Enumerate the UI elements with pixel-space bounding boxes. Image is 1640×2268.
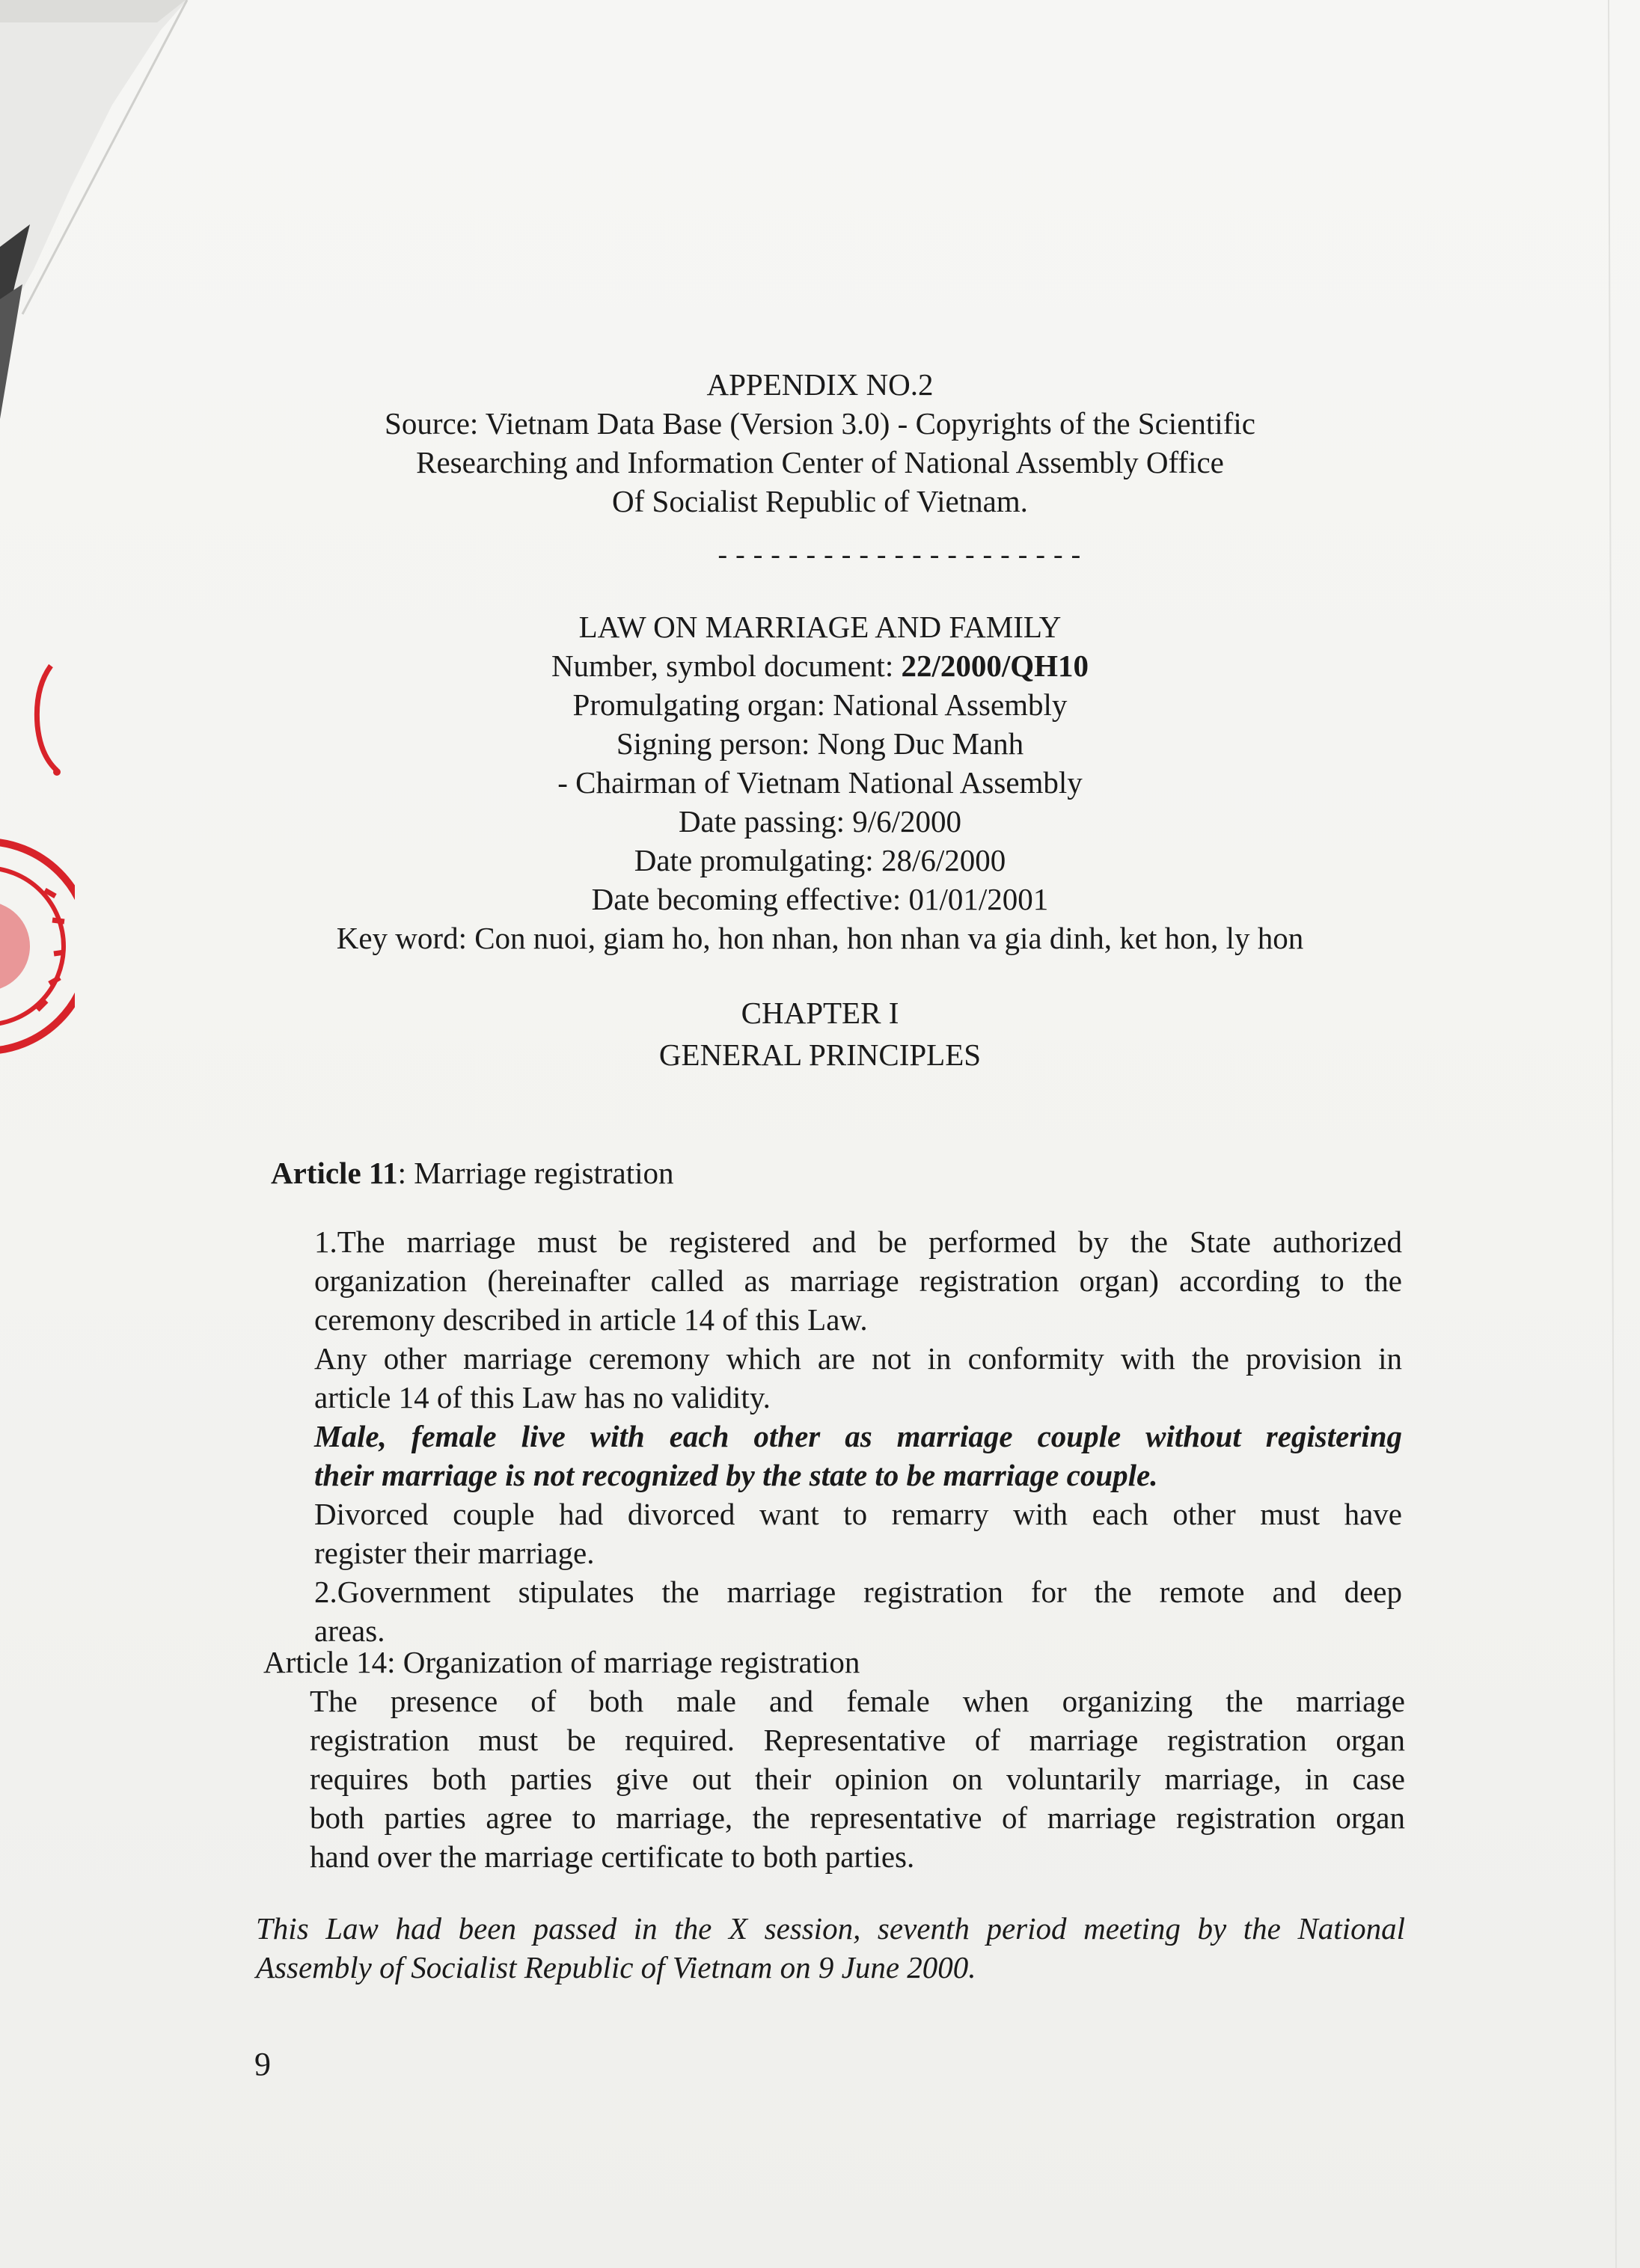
date-passing: Date passing: 9/6/2000	[678, 804, 962, 839]
text-line: registration must be required. Representative of marriage registration organ	[310, 1723, 1405, 1757]
page-number: 9	[254, 2046, 271, 2082]
text-line: article 14 of this Law has no validity.	[314, 1380, 771, 1415]
text-line: ceremony described in article 14 of this Law.	[314, 1302, 868, 1337]
law-title: LAW ON MARRIAGE AND FAMILY	[578, 610, 1062, 644]
text-line: Male, female live with each other as marriage couple without registering	[314, 1419, 1402, 1453]
article-11-paragraph-1	[314, 1222, 1402, 1339]
document-number-value: 22/2000/QH10	[901, 649, 1089, 683]
article-11-paragraph-3-emphasis	[314, 1417, 1402, 1495]
source-line-2: Researching and Information Center of National Assembly Office	[416, 445, 1224, 479]
text-line: both parties agree to marriage, the representative of marriage registration organ	[310, 1800, 1405, 1835]
chapter-title: GENERAL PRINCIPLES	[658, 1038, 982, 1072]
date-effective: Date becoming effective: 01/01/2001	[591, 882, 1049, 916]
chapter-number: CHAPTER I	[741, 996, 899, 1030]
signing-person: Signing person: Nong Duc Manh	[616, 726, 1024, 761]
article-14-paragraph	[310, 1682, 1405, 1876]
text-line: Divorced couple had divorced want to remarry with each other must have	[314, 1497, 1402, 1531]
article-14-heading: Article 14: Organization of marriage registration	[263, 1645, 860, 1679]
source-line-1: Source: Vietnam Data Base (Version 3.0) - Copyrights of the Scientific	[385, 406, 1255, 441]
text-line: 1.The marriage must be registered and be performed by the State authorized	[314, 1225, 1402, 1259]
source-line-3: Of Socialist Republic of Vietnam.	[612, 484, 1028, 518]
text-line: hand over the marriage certificate to both parties.	[310, 1839, 915, 1874]
text-line: organization (hereinafter called as marriage registration organ) according to the	[314, 1263, 1402, 1298]
article-11-label: Article 11	[271, 1156, 398, 1190]
text-line: register their marriage.	[314, 1536, 595, 1570]
article-11-heading	[271, 1153, 674, 1192]
signer-title: - Chairman of Vietnam National Assembly	[557, 765, 1083, 800]
document-number-line	[0, 646, 1640, 685]
text-line: 2.Government stipulates the marriage registration for the remote and deep	[314, 1575, 1402, 1609]
article-11-paragraph-2	[314, 1339, 1402, 1417]
date-promulgating: Date promulgating: 28/6/2000	[634, 843, 1006, 877]
document-number-label: Number, symbol document:	[551, 649, 902, 683]
promulgating-organ: Promulgating organ: National Assembly	[572, 687, 1068, 722]
article-11-title: : Marriage registration	[397, 1156, 674, 1190]
text-line: This Law had been passed in the X session, seventh period meeting by the National	[256, 1911, 1405, 1946]
text-line: requires both parties give out their opinion on voluntarily marriage, in case	[310, 1762, 1405, 1796]
appendix-title: APPENDIX NO.2	[706, 367, 934, 402]
text-line: Assembly of Socialist Republic of Vietnam on 9 June 2000.	[256, 1950, 976, 1985]
text-line: areas.	[314, 1613, 385, 1648]
text-line: their marriage is not recognized by the state to be marriage couple.	[314, 1458, 1158, 1492]
text-line: Any other marriage ceremony which are not in conformity with the provision in	[314, 1341, 1402, 1376]
keywords: Key word: Con nuoi, giam ho, hon nhan, hon nhan va gia dinh, ket hon, ly hon	[336, 921, 1304, 955]
article-11-paragraph-4	[314, 1495, 1402, 1572]
closing-statement	[256, 1909, 1405, 1987]
article-11-paragraph-5	[314, 1572, 1402, 1650]
text-line: The presence of both male and female when organizing the marriage	[310, 1684, 1405, 1718]
header-divider: ---------------------	[715, 542, 1086, 572]
